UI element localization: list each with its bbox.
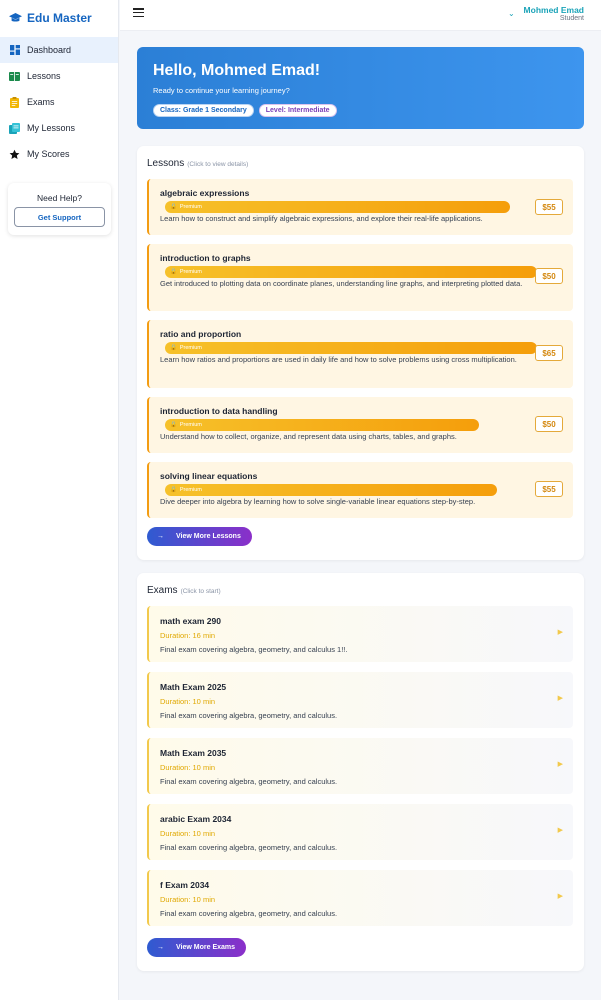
book-icon — [9, 71, 20, 82]
lesson-card[interactable] — [147, 179, 573, 235]
brand[interactable] — [0, 0, 118, 36]
exam-duration: Duration: 10 min — [160, 763, 216, 772]
lesson-price: $55 — [535, 481, 563, 497]
clipboard-icon — [9, 97, 20, 108]
lesson-description: Get introduced to plotting data on coordinate planes, understanding line graphs, and interpreting plotted data. — [160, 279, 523, 288]
exam-title: arabic Exam 2034 — [160, 814, 232, 824]
exam-duration: Duration: 10 min — [160, 829, 216, 838]
play-arrow-icon: ▶ — [557, 629, 563, 636]
sidebar-item-my-lessons[interactable] — [0, 115, 118, 141]
premium-badge: 🔒 Premium — [165, 484, 497, 496]
exam-duration: Duration: 10 min — [160, 697, 216, 706]
play-arrow-icon: ▶ — [557, 893, 563, 900]
lesson-description: Dive deeper into algebra by learning how to solve single-variable linear equations step-by-step. — [160, 497, 476, 506]
sidebar — [0, 0, 119, 1000]
play-arrow-icon: ▶ — [557, 827, 563, 834]
lessons-hint: (Click to view details) — [187, 161, 249, 168]
get-support-button[interactable]: Get Support — [14, 207, 105, 227]
play-arrow-icon: ▶ — [557, 695, 563, 702]
sidebar-item-exams[interactable] — [0, 89, 118, 115]
sidebar-item-lessons[interactable] — [0, 63, 118, 89]
lesson-price: $65 — [535, 345, 563, 361]
lesson-title: introduction to data handling — [160, 406, 278, 416]
arrow-right-icon: → — [157, 533, 164, 540]
lesson-description: Understand how to collect, organize, and represent data using charts, tables, and graphs. — [160, 432, 457, 441]
lesson-price: $50 — [535, 416, 563, 432]
sidebar-item-dashboard[interactable] — [0, 37, 118, 63]
welcome-subtitle: Ready to continue your learning journey? — [153, 86, 290, 95]
view-more-lessons-button[interactable]: → View More Lessons — [147, 527, 252, 546]
exam-description: Final exam covering algebra, geometry, and calculus. — [160, 777, 338, 786]
lock-icon: 🔒 — [170, 204, 177, 210]
menu-icon[interactable] — [133, 8, 144, 19]
sidebar-nav — [0, 37, 118, 167]
exam-duration: Duration: 10 min — [160, 895, 216, 904]
lesson-title: ratio and proportion — [160, 329, 242, 339]
graduation-cap-icon — [8, 11, 22, 25]
exam-description: Final exam covering algebra, geometry, and calculus. — [160, 711, 338, 720]
exam-card[interactable] — [147, 804, 573, 860]
exam-title: Math Exam 2035 — [160, 748, 227, 758]
lock-icon: 🔒 — [170, 269, 177, 275]
lessons-title: Lessons — [147, 158, 185, 169]
exam-card[interactable] — [147, 606, 573, 662]
sidebar-item-my-scores[interactable] — [0, 141, 118, 167]
sidebar-item-label: Dashboard — [27, 45, 72, 55]
exam-description: Final exam covering algebra, geometry, and calculus. — [160, 909, 338, 918]
premium-badge: 🔒 Premium — [165, 419, 479, 431]
premium-badge: 🔒 Premium — [165, 201, 510, 213]
exam-card[interactable] — [147, 738, 573, 794]
arrow-right-icon: → — [157, 944, 164, 951]
welcome-title: Hello, Mohmed Emad! — [153, 62, 321, 79]
brand-name: Edu Master — [27, 11, 92, 25]
lesson-description: Learn how ratios and proportions are used in daily life and how to solve problems using cross multiplication. — [160, 355, 517, 364]
chevron-down-icon[interactable]: ⌄ — [508, 9, 515, 18]
sidebar-item-label: Lessons — [27, 71, 61, 81]
dashboard-icon — [9, 45, 20, 56]
exam-title: Math Exam 2025 — [160, 682, 227, 692]
lesson-card[interactable] — [147, 320, 573, 388]
user-role: Student — [559, 15, 584, 22]
exams-hint: (Click to start) — [180, 588, 221, 595]
lock-icon: 🔒 — [170, 345, 177, 351]
exams-title: Exams — [147, 585, 178, 596]
lesson-title: algebraic expressions — [160, 188, 250, 198]
exam-description: Final exam covering algebra, geometry, and calculus 1!!. — [160, 645, 348, 654]
lessons-section — [137, 146, 584, 560]
lesson-card[interactable] — [147, 397, 573, 453]
sidebar-item-label: My Lessons — [27, 123, 76, 133]
sidebar-item-label: Exams — [27, 97, 55, 107]
level-badge: Level: Intermediate — [259, 104, 337, 117]
welcome-banner — [137, 47, 584, 129]
lesson-price: $55 — [535, 199, 563, 215]
user-name[interactable]: Mohmed Emad — [523, 5, 584, 15]
lock-icon: 🔒 — [170, 422, 177, 428]
sidebar-item-label: My Scores — [27, 149, 70, 159]
help-card — [8, 183, 111, 235]
premium-badge: 🔒 Premium — [165, 342, 537, 354]
lesson-title: introduction to graphs — [160, 253, 251, 263]
exams-section — [137, 573, 584, 971]
help-title: Need Help? — [37, 193, 82, 203]
lesson-title: solving linear equations — [160, 471, 258, 481]
star-icon — [9, 149, 20, 160]
library-icon — [9, 123, 20, 134]
class-badge: Class: Grade 1 Secondary — [153, 104, 254, 117]
play-arrow-icon: ▶ — [557, 761, 563, 768]
premium-badge: 🔒 Premium — [165, 266, 537, 278]
lock-icon: 🔒 — [170, 487, 177, 493]
exam-duration: Duration: 16 min — [160, 631, 216, 640]
view-more-exams-button[interactable]: → View More Exams — [147, 938, 246, 957]
topbar — [120, 0, 601, 31]
lesson-price: $50 — [535, 268, 563, 284]
exam-title: math exam 290 — [160, 616, 221, 626]
lesson-card[interactable] — [147, 462, 573, 518]
lesson-card[interactable] — [147, 244, 573, 311]
exam-card[interactable] — [147, 870, 573, 926]
exam-card[interactable] — [147, 672, 573, 728]
exam-title: f Exam 2034 — [160, 880, 210, 890]
lesson-description: Learn how to construct and simplify algebraic expressions, and explore their real-life applications. — [160, 214, 483, 223]
exam-description: Final exam covering algebra, geometry, and calculus. — [160, 843, 338, 852]
